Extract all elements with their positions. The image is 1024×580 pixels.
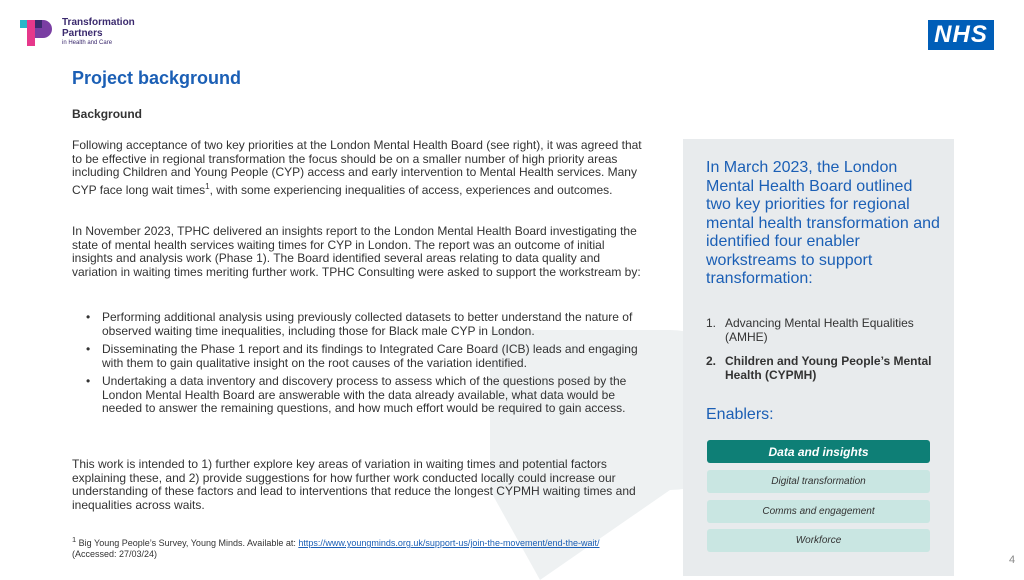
tphc-logo-text <box>62 18 135 46</box>
enabler-digital-transformation-button[interactable]: Digital transformation <box>707 470 930 493</box>
bullet-text: Disseminating the Phase 1 report and its findings to Integrated Care Board (ICB) leads and engaging with them to gain qualitative insight on the root causes of the variation identified. <box>102 342 638 370</box>
list-item <box>86 311 646 338</box>
bullet-marker: • <box>86 374 91 388</box>
paragraph-1-end: , with some experiencing inequalities of access, experiences and outcomes. <box>209 182 613 197</box>
footnote-marker: 1 <box>72 535 77 544</box>
page-number: 4 <box>1009 554 1016 566</box>
background-paragraph-3: This work is intended to 1) further explore key areas of variation in waiting times and potential factors explaining these, and 2) provide suggestions for how further work conducted locally could increase our understanding of these factors and lead to interventions that reduce the longest CYPMH waiting times and inequalities across waits. <box>72 457 636 512</box>
enabler-data-and-insights-button[interactable]: Data and insights <box>707 440 930 463</box>
tphc-logo-mark <box>20 18 56 48</box>
section-subheading: Background <box>72 107 143 121</box>
background-paragraph-2: In November 2023, TPHC delivered an insights report to the London Mental Health Board investigating the state of mental health services waiting times for CYP in London. The report was an outcome of initial insights and analysis work (Phase 1). The Board identified several areas relating to data quality and variation in waiting times meriting further work. TPHC Consulting were asked to support the workstream by: <box>72 224 641 279</box>
panel-intro-text: In March 2023, the London Mental Health Board outlined two key priorities for regional mental health transformation and identified four enabler workstreams to support transformation: <box>706 159 940 287</box>
priority-number: 1. <box>706 316 717 330</box>
priority-number: 2. <box>706 354 717 368</box>
bullet-marker: • <box>86 342 91 356</box>
paragraph-1-text: Following acceptance of two key priorities at the London Mental Health Board (see right), it was agreed that to be effective in regional transformation the focus should be on a smaller number of high priority areas including Children and Young People (CYP) access and early intervention to Mental Health services. Many CYP face long wait times <box>72 138 642 197</box>
background-paragraph-1 <box>72 139 647 197</box>
priority-label: Children and Young People’s Mental Health (CYPMH) <box>725 354 932 382</box>
priority-label: Advancing Mental Health Equalities (AMHE) <box>725 316 914 344</box>
bullet-marker: • <box>86 310 91 324</box>
workstream-bullet-list <box>86 311 646 421</box>
priority-item <box>706 355 946 382</box>
tphc-logo <box>20 18 135 48</box>
enabler-comms-and-engagement-button[interactable]: Comms and engagement <box>707 500 930 523</box>
bullet-text: Performing additional analysis using previously collected datasets to better understand the nature of observed waiting time inequalities, including those for Black male CYP in London. <box>102 310 633 338</box>
footnote-accessed: (Accessed: 27/03/24) <box>72 549 158 559</box>
footnote-text: Big Young People’s Survey, Young Minds. Available at: <box>76 538 299 548</box>
footnote-reference: 1 <box>205 181 210 191</box>
list-item <box>86 375 646 416</box>
page-title: Project background <box>72 68 242 88</box>
footnote <box>72 534 672 560</box>
enabler-workforce-button[interactable]: Workforce <box>707 529 930 552</box>
logo-line-2: Partners <box>62 27 103 39</box>
list-item <box>86 343 646 370</box>
nhs-logo: NHS <box>928 20 994 50</box>
priority-item <box>706 317 946 344</box>
logo-line-3: in Health and Care <box>62 40 113 46</box>
logo-line-1: Transformation <box>62 17 135 28</box>
enablers-heading: Enablers: <box>706 406 774 423</box>
footnote-link[interactable]: https://www.youngminds.org.uk/support-us/join-the-movement/end-the-wait/ <box>298 538 600 548</box>
bullet-text: Undertaking a data inventory and discovery process to assess which of the questions posed by the London Mental Health Board are answerable with the data already available, what data would be needed to answer the remaining questions, and how much effort would be required to gain access. <box>102 374 627 415</box>
